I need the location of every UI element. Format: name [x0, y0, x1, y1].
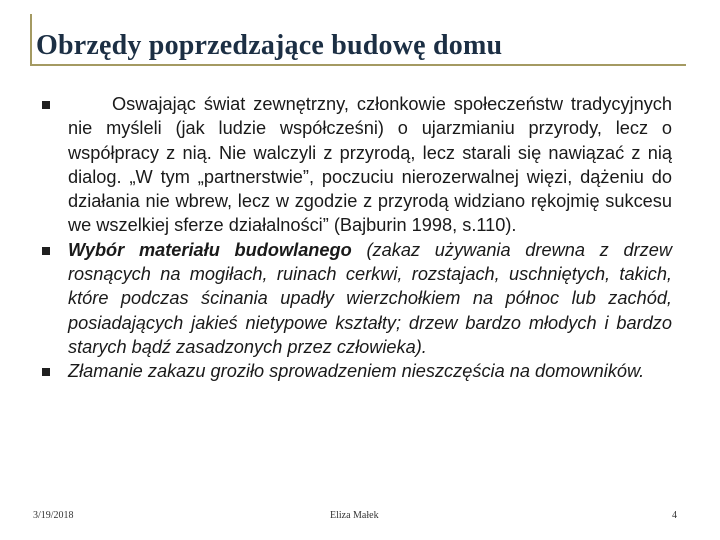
bullet-bold-lead: Wybór materiału budowlanego [68, 239, 352, 260]
bullet-item-2 [40, 238, 672, 359]
title-frame-vertical-line [30, 14, 32, 66]
bullet-text: Oswajając świat zewnętrzny, członkowie społeczeństw tradycyjnych nie myśleli (jak ludzie współcześni) o ujarzmianiu przyrody, lecz o współpracy z nią. Nie walczyli z przyrodą, lecz starali się nawiązać z nią dialog. „W tym „partnerstwie”, poczuciu nierozerwalnej więzi, dążeniu do działania nie wbrew, lecz w zgodzie z przyrodą widziano rękojmię sukcesu we wszelkiej sferze działalności” (Bajburin 1998, s.110). [68, 94, 672, 236]
square-bullet-icon [42, 101, 50, 109]
title-frame-horizontal-line [30, 64, 686, 66]
bullet-text: Złamanie zakazu groziło sprowadzeniem nieszczęścia na domowników. [68, 361, 645, 382]
slide-content [40, 92, 672, 384]
square-bullet-icon [42, 247, 50, 255]
bullet-item-1 [40, 92, 672, 238]
slide-title: Obrzędy poprzedzające budowę domu [36, 30, 503, 61]
square-bullet-icon [42, 368, 50, 376]
bullet-text [68, 240, 672, 357]
footer-page-number: 4 [672, 510, 677, 521]
bullet-body: (zakaz używania drewna z drzew rosnących na mogiłach, ruinach cerkwi, rozstajach, uschniętych, takich, które podczas ścinania upadły wierzchołkiem na północ lub zachód, posiadających jakieś nietypowe kształty; drzew bardzo młodych i bardzo starych bądź zasadzonych przez człowieka). [68, 239, 673, 357]
footer-author: Eliza Małek [330, 510, 379, 521]
footer-date: 3/19/2018 [33, 510, 74, 521]
bullet-item-3 [40, 359, 672, 383]
